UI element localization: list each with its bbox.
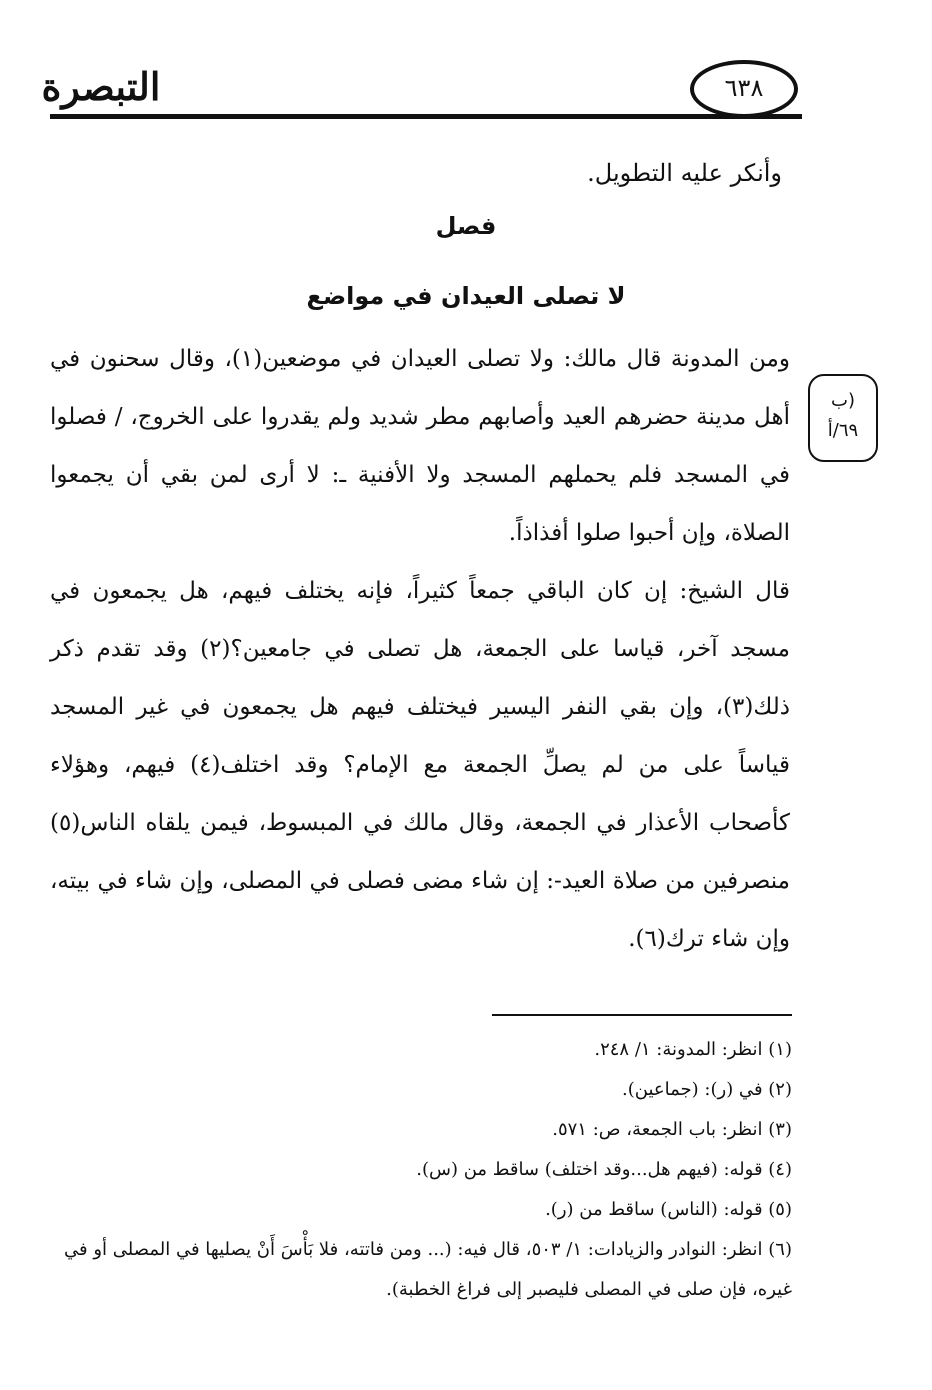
footnote-4: (٤) قوله: (فيهم هل...وقد اختلف) ساقط من (س). xyxy=(416,1159,792,1180)
footnote-5: (٥) قوله: (الناس) ساقط من (ر). xyxy=(545,1199,792,1220)
folio-note-line-1: (ب xyxy=(831,390,855,411)
footnote-1: (١) انظر: المدونة: ١/ ٢٤٨. xyxy=(594,1039,792,1060)
paragraph-1: ومن المدونة قال مالك: ولا تصلى العيدان في موضعين(١)، وقال سحنون في أهل مدينة حضرهم العيد وأصابهم مطر شديد ولم يقدروا على الخروج، / فصلوا في المسجد فلم يحملهم المسجد ولا الأفنية ـ: لا أرى لمن بقي أن يجمعوا الصلاة، وإن أحبوا صلوا أفذاذاً. xyxy=(50,346,790,546)
page-number: ٦٣٨ xyxy=(690,60,798,118)
paragraph-2: قال الشيخ: إن كان الباقي جمعاً كثيراً، فإنه يختلف فيهم، هل يجمعون في مسجد آخر، قياسا على الجمعة، هل تصلى في جامعين؟(٢) وقد تقدم ذكر ذلك(٣)، وإن بقي النفر اليسير فيختلف فيهم هل يجمعون في غير المسجد قياساً على من لم يصلِّ الجمعة مع الإمام؟ وقد اختلف(٤) فيهم، وهؤلاء كأصحاب الأعذار في الجمعة، وقال مالك في المبسوط، فيمن يلقاه الناس(٥) منصرفين من صلاة العيد-: إن شاء مضى فصلى في المصلى، وإن شاء في بيته، وإن شاء ترك(٦). xyxy=(50,578,790,952)
folio-note-line-2: ٦٩/أ xyxy=(827,420,859,441)
footnote-2: (٢) في (ر): (جماعين). xyxy=(622,1079,792,1100)
footnote-6: (٦) انظر: النوادر والزيادات: ١/ ٥٠٣، قال فيه: (... ومن فاتته، فلا بَأْسَ أَنْ يصليها في المصلى أو في غيره، فإن صلى في المصلى فليصبر إلى فراغ الخطبة). xyxy=(64,1239,792,1300)
manuscript-folio-note xyxy=(808,374,878,462)
header-divider xyxy=(50,114,802,119)
footnote-divider xyxy=(492,1014,792,1016)
section-heading: فصل xyxy=(435,212,497,240)
book-title-logo: التبصرة xyxy=(41,64,161,109)
section-title: لا تصلى العيدان في مواضع xyxy=(306,282,626,310)
footnote-3: (٣) انظر: باب الجمعة، ص: ٥٧١. xyxy=(552,1119,792,1140)
opening-line: وأنكر عليه التطويل. xyxy=(587,159,782,187)
footnotes xyxy=(50,1030,792,1310)
